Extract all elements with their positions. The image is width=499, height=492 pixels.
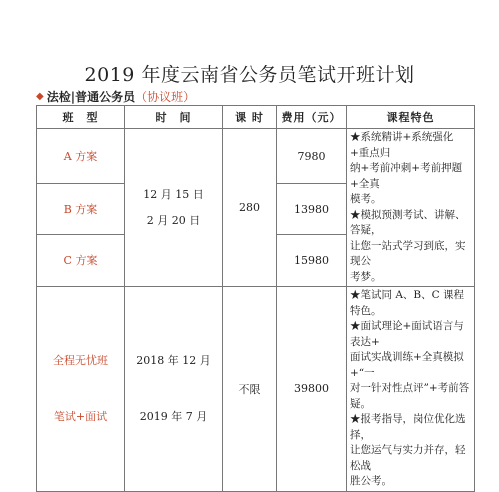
plan-a-cell: A 方案	[37, 129, 125, 184]
table-header-row	[37, 106, 475, 129]
group2-features-cell	[347, 287, 475, 492]
fee-a-cell: 7980	[277, 129, 347, 184]
feature-line: 胜公考。	[350, 475, 392, 487]
header-time: 时 间	[125, 106, 223, 129]
page-title: 2019 年度云南省公务员笔试开班计划	[84, 64, 415, 86]
group2-hours-cell: 不限	[223, 287, 277, 492]
group2-fee-cell: 39800	[277, 287, 347, 492]
fee-b-cell: 13980	[277, 184, 347, 235]
plan-b-cell: B 方案	[37, 184, 125, 235]
group1-hours-cell: 280	[223, 129, 277, 287]
feature-line: ★系统精讲+系统强化+重点归	[350, 131, 454, 159]
plan-name: 全程无忧班	[53, 353, 108, 367]
group1-dates-cell	[125, 129, 223, 287]
agreement-tag: （协议班）	[135, 90, 196, 104]
header-fee: 费用（元）	[277, 106, 347, 129]
course-schedule-table	[36, 105, 475, 492]
fee-c-cell: 15980	[277, 234, 347, 286]
diamond-icon: ◆	[36, 91, 44, 102]
feature-line: 让您运气与实力并存，轻松战	[350, 444, 466, 472]
group2-dates-cell	[125, 287, 223, 492]
feature-line: 面试实战训练+全真模拟+“一	[350, 351, 464, 379]
start-date: 12 月 15 日	[143, 187, 204, 201]
feature-line: 考梦。	[350, 270, 382, 283]
feature-line: ★模拟预测考试、讲解、答疑，	[350, 208, 466, 236]
header-hours: 课 时	[223, 106, 277, 129]
table-row	[37, 129, 475, 184]
full-course-plan-cell	[37, 287, 125, 492]
feature-line: 纳+考前冲刺+考前押题+全真	[350, 162, 463, 190]
category-label: 法检|普通公务员	[46, 90, 136, 104]
group1-features-cell	[347, 129, 475, 287]
start-date: 2018 年 12 月	[136, 353, 211, 367]
feature-line: ★笔试同 A、B、C 课程特色。	[350, 289, 465, 317]
plan-c-cell: C 方案	[37, 234, 125, 286]
table-row	[37, 287, 475, 492]
feature-line: ★报考指导，岗位优化选择，	[350, 413, 466, 441]
end-date: 2019 年 7 月	[139, 409, 208, 423]
header-class-type: 班 型	[37, 106, 125, 129]
feature-line: 对一针对性点评”+考前答疑。	[350, 382, 470, 410]
end-date: 2 月 20 日	[146, 213, 201, 227]
plan-subname: 笔试+面试	[53, 409, 108, 423]
feature-line: 模考。	[350, 193, 382, 205]
feature-line: ★面试理论+面试语言与表达+	[350, 320, 464, 348]
header-features: 课程特色	[347, 106, 475, 129]
feature-line: 让您一站式学习到底，实现公	[350, 239, 466, 267]
subtitle	[36, 88, 195, 105]
